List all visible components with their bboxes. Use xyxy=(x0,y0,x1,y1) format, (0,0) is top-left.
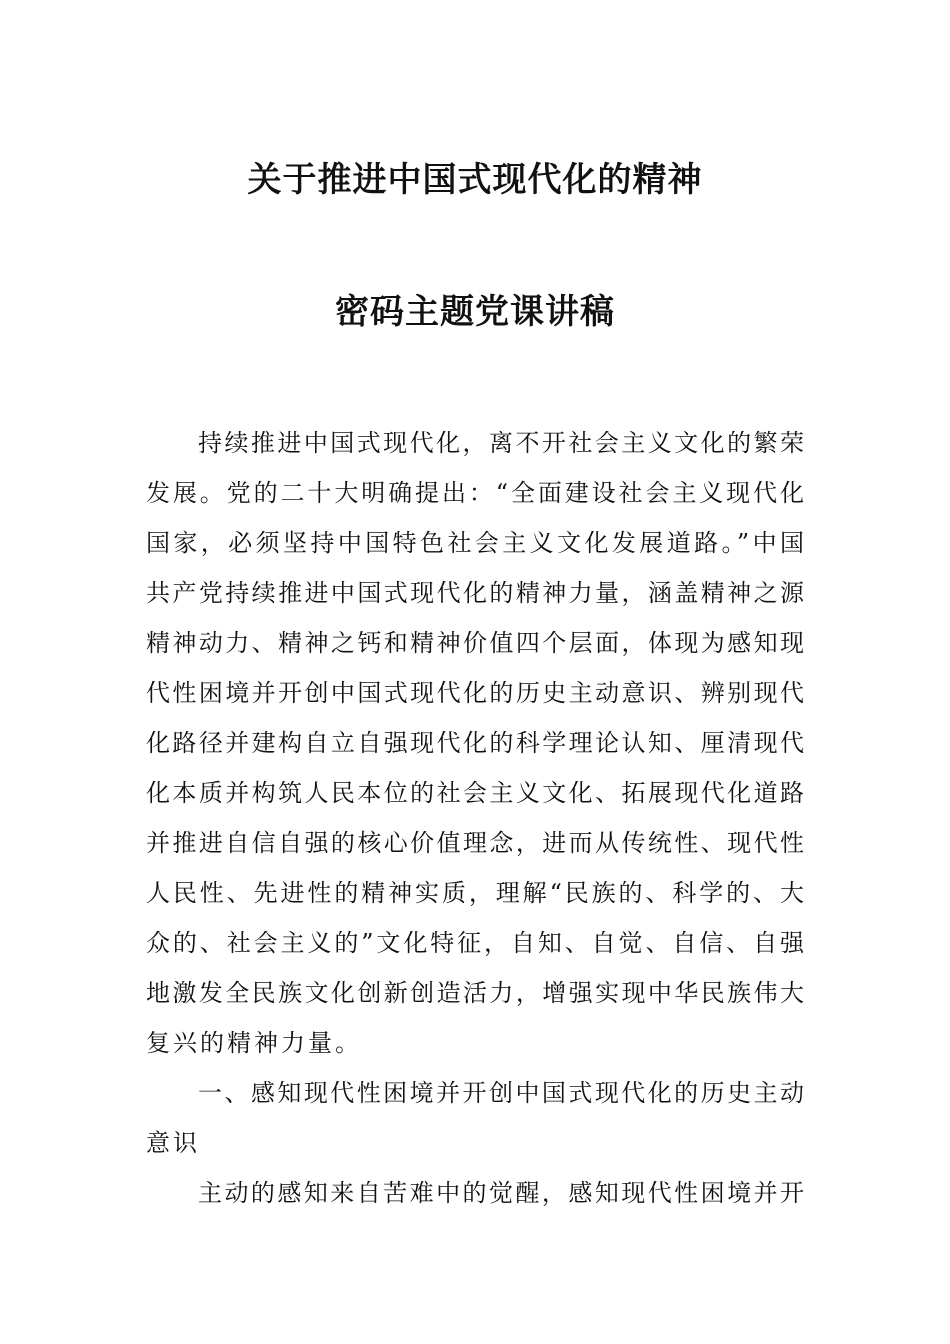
document-title-line-2: 密码主题党课讲稿 xyxy=(335,292,615,332)
body-text-line: 主动的感知来自苦难中的觉醒，感知现代性困境并开 xyxy=(198,1179,804,1207)
section-heading-line: 一、感知现代性困境并开创中国式现代化的历史主动 xyxy=(198,1079,804,1107)
body-text-line: 持续推进中国式现代化，离不开社会主义文化的繁荣 xyxy=(198,429,804,457)
document-title-line-1: 关于推进中国式现代化的精神 xyxy=(247,160,703,200)
body-text-line: 共产党持续推进中国式现代化的精神力量，涵盖精神之源 xyxy=(146,579,804,607)
body-text-line: 化本质并构筑人民本位的社会主义文化、拓展现代化道路 xyxy=(146,779,804,807)
section-heading-line: 意识 xyxy=(146,1129,200,1157)
body-text-line: 发展。党的二十大明确提出：“全面建设社会主义现代化 xyxy=(146,479,804,507)
body-text-line: 地激发全民族文化创新创造活力，增强实现中华民族伟大 xyxy=(146,979,804,1007)
body-text-line: 国家，必须坚持中国特色社会主义文化发展道路。”中国 xyxy=(146,529,804,557)
body-text-line: 代性困境并开创中国式现代化的历史主动意识、辨别现代 xyxy=(146,679,804,707)
body-text-line: 众的、社会主义的”文化特征，自知、自觉、自信、自强 xyxy=(146,929,804,957)
body-text-line: 人民性、先进性的精神实质，理解“民族的、科学的、大 xyxy=(146,879,804,907)
body-text-line: 精神动力、精神之钙和精神价值四个层面，体现为感知现 xyxy=(146,629,804,657)
body-text-line: 并推进自信自强的核心价值理念，进而从传统性、现代性 xyxy=(146,829,804,857)
body-text-line: 化路径并建构自立自强现代化的科学理论认知、厘清现代 xyxy=(146,729,804,757)
body-text-line: 复兴的精神力量。 xyxy=(146,1029,362,1057)
